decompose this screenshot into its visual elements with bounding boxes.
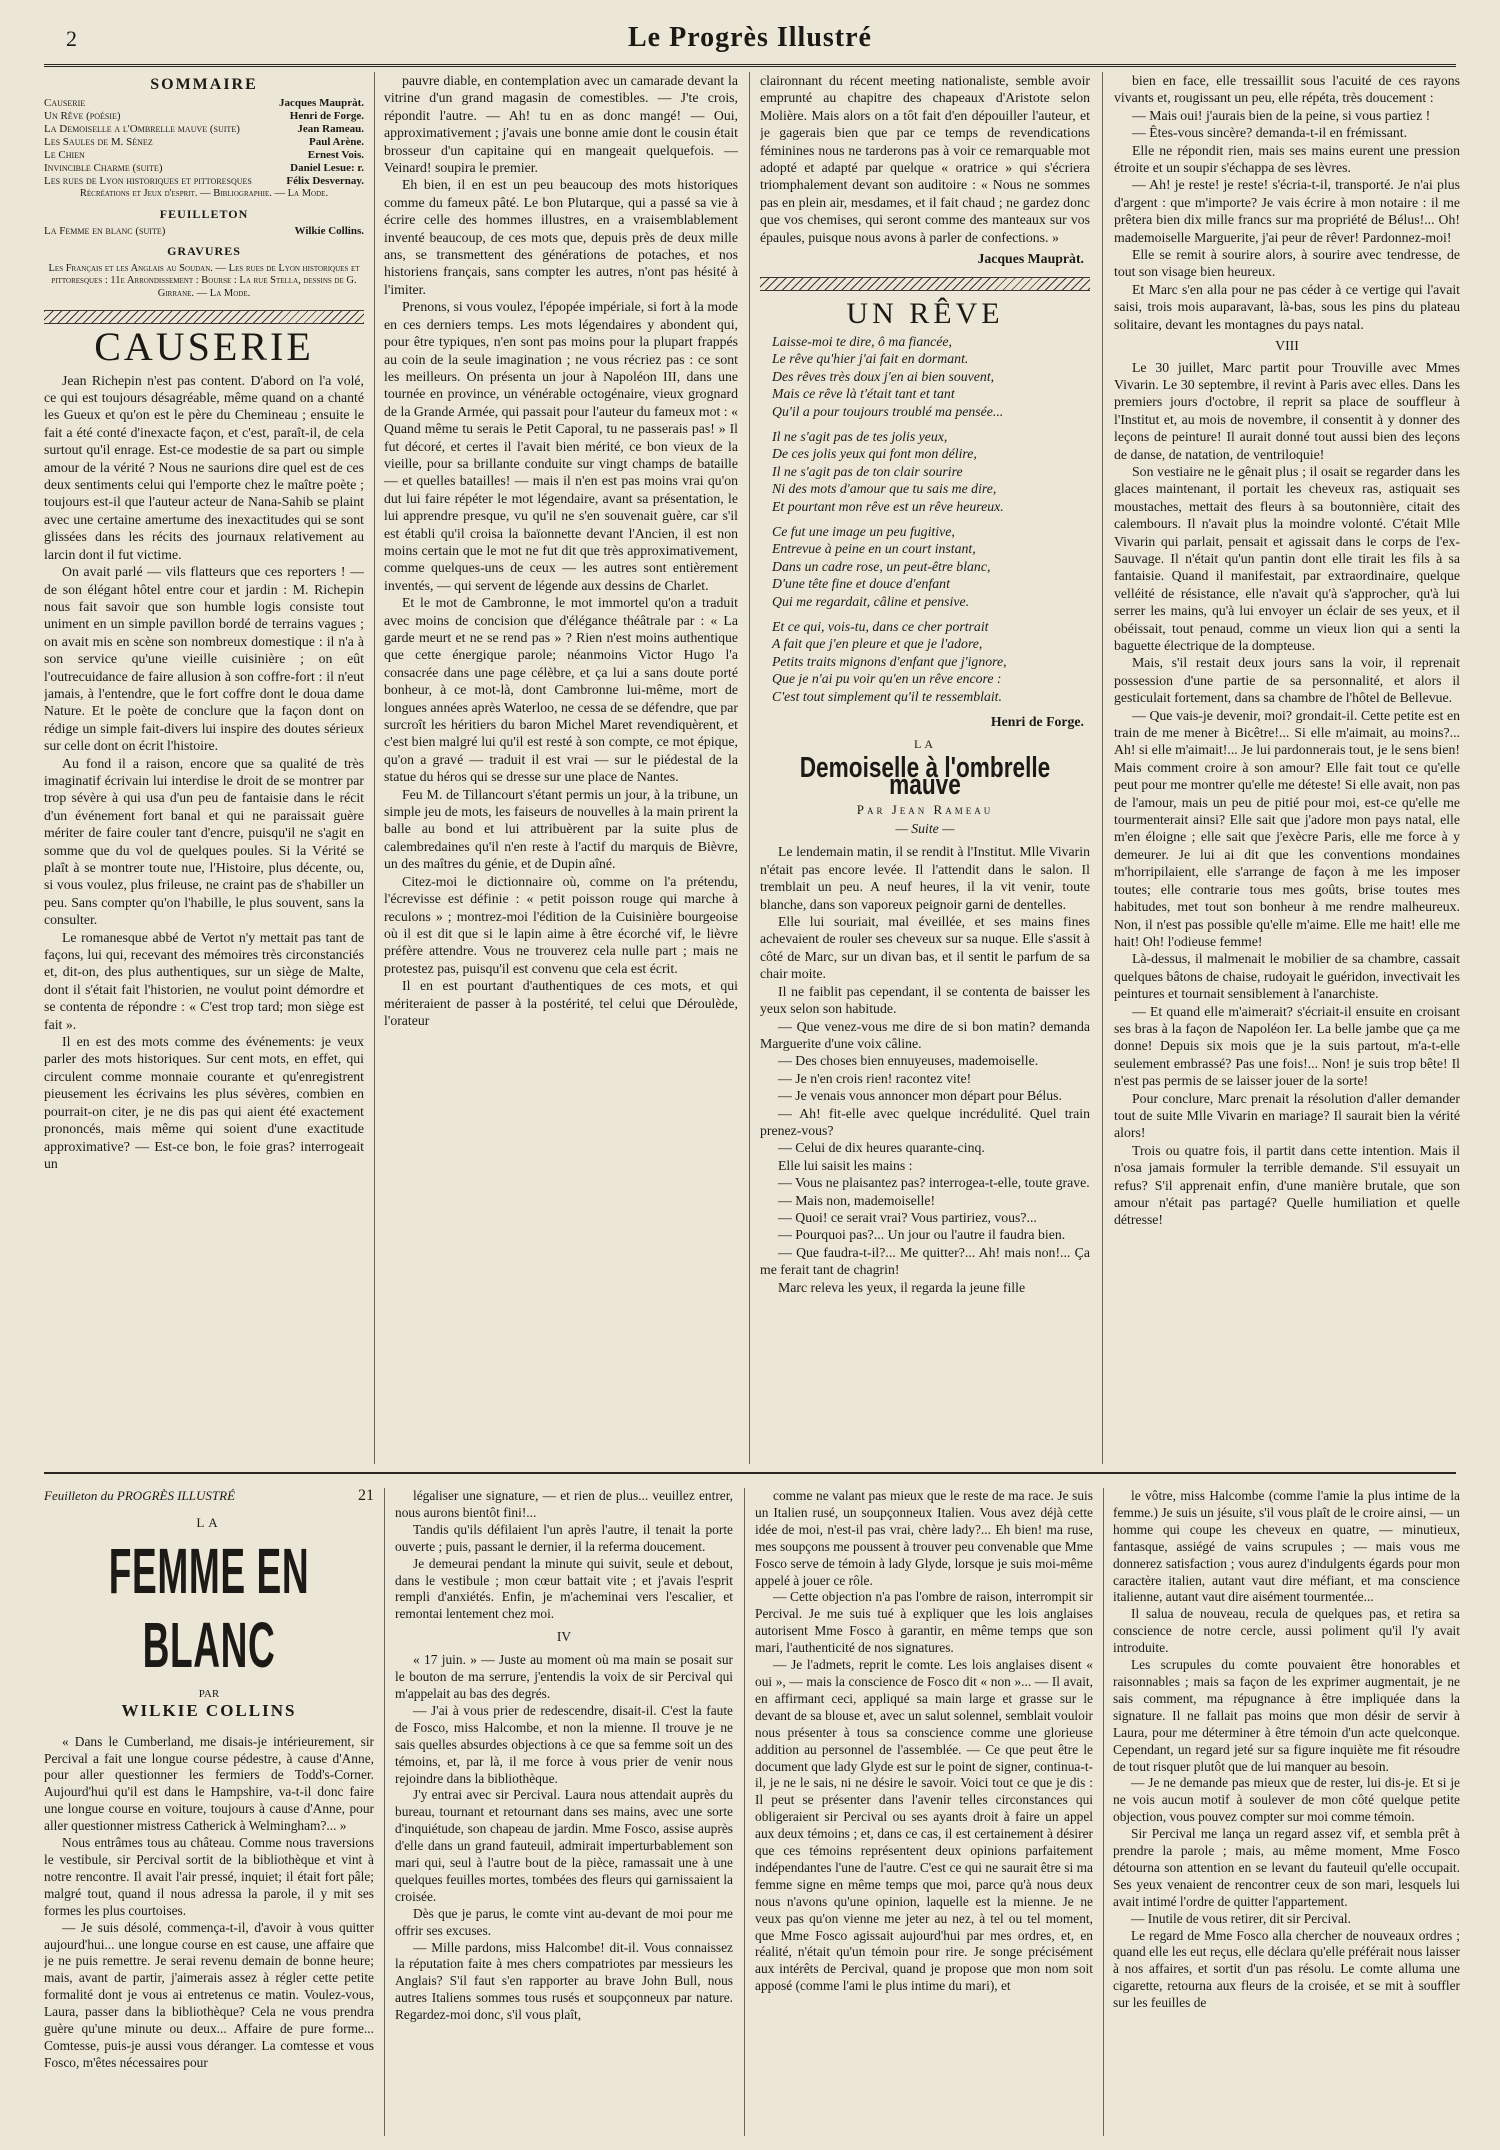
paragraph: — Je l'admets, reprit le comte. Les lois anglaises disent « oui », — mais la conscience de Fosco dit « non »... — Il avait, en affirmant ceci, appliqué sa main large et grasse sur le devant de sa blouse et, avec un salut solennel, semblait vouloir nous présenter à tous sa conscience comme une glorieuse addition au personnel de l'assemblée. — Ce que peut être le document que lady Glyde est sur le point de signer, continua-t-il, je ne le sais, ni ne désire le savoir. Voici tout ce que je dis : Il peut se présenter dans l'avenir telles circonstances qui obligeraient sir Percival ou ses ayants droit à faire un appel aux deux témoins ; et, dans ce cas, il est certainement à désirer que ces témoins représentent deux opinions parfaitement indépendantes l'une de l'autre. C'est ce qui ne saurait être si ma femme signe en même temps que moi, parce qu'à nous deux nous n'avons qu'une opinion, laquelle est la mienne. Je ne veux pas qu'on vienne me jeter au nez, à tel ou tel moment, que Mme Fosco agissait aujourd'hui par mes ordres, et, en réalité, n'était qu'un témoin pour rire. Je songe précisément aux intérêts de Percival, quand je propose que mon nom soit apposé (comme l'ami le plus intime du mari), et <box>755 1657 1093 1994</box>
paragraph: — Je ne demande pas mieux que de rester, lui dis-je. Et si je ne vois aucun motif à soulever de mon côté quelque petite objection, vous pouvez compter sur moi comme témoin. <box>1113 1775 1460 1825</box>
column-rule <box>374 72 375 1464</box>
causerie-col2-body <box>384 72 738 1029</box>
paragraph: — Que venez-vous me dire de si bon matin? demanda Marguerite d'une voix câline. <box>760 1018 1090 1051</box>
paragraph: — Pourquoi pas?... Un jour ou l'autre il faudra bien. <box>778 1227 1066 1243</box>
poem-line: Laisse-moi te dire, ô ma fiancée, <box>772 333 952 349</box>
poem-line: Qui me regardait, câline et pensive. <box>772 593 970 609</box>
poem-line: Dans un cadre rose, un peut-être blanc, <box>772 558 991 574</box>
sommaire-row <box>44 136 364 149</box>
paragraph: Prenons, si vous voulez, l'épopée impériale, si fort à la mode en ces derniers temps. Les mots légendaires y abondent qui, pour être typiques, n'en sont pas moins pour la plupart frappés au coin de la seule imagination ; ne vous récriez pas : ce sont les meilleurs. On présenta un jour à Napoléon III, dans une tournée en province, un vénérable octogénaire, vieux grognard de la Grande Armée, qui passait pour l'auteur du fameux mot : « Quand même tu serais le Petit Caporal, tu ne passerais pas! » Il fut décoré, et certes il l'avait bien mérité, ce bon vieux de la vieille, pour sa brillante conduite sur vingt champs de bataille — et quelles batailles! — mais il n'en est pas moins vrai qu'on dut lui faire répéter le mot légendaire, avant sa présentation, le lui apprendre presque, vu qu'il ne s'en souvenait guère, car s'il est établi qu'il croisa la baïonnette devant l'Ancien, il est non moins certain que le mot ne fut dit que très approximativement, comme quelques-uns de ceux — les autres sont entièrement inventés, — qui servent de légende aux dessins de Charlet. <box>384 299 738 593</box>
header-rule <box>44 64 1456 67</box>
feuilleton-entry-author: Wilkie Collins. <box>294 225 364 238</box>
paragraph: Le lendemain matin, il se rendit à l'Institut. Mlle Vivarin n'était pas encore levée. Il l'attendit dans le salon. Il tremblait un peu. A neuf heures, il la vit venir, toute blanche, dans son vaporeux peignoir garni de dentelles. <box>760 844 1090 912</box>
feuilleton-col4-body <box>1113 1488 1460 2012</box>
feuilleton-column-2 <box>395 1488 733 2136</box>
column-4 <box>1114 72 1460 1464</box>
paragraph: Mais, s'il restait deux jours sans la voir, il reprenait possession d'une partie de sa personnalité, et alors il gesticulait fortement, dans sa chambre de l'hôtel de Bellevue. <box>1114 655 1460 706</box>
feuilleton-par: PAR <box>198 1687 220 1700</box>
paragraph: — Êtes-vous sincère? demanda-t-il en frémissant. <box>1132 125 1408 141</box>
paragraph: — Cette objection n'a pas l'ombre de raison, interrompit sir Percival. Je me suis tué à expliquer que les lois anglaises autorisent Mme Fosco à garantir, en même temps que son mari, l'authenticité de nos signatures. <box>755 1589 1093 1656</box>
feuilleton-col2a-body <box>395 1488 733 1623</box>
paragraph: J'y entrai avec sir Percival. Laura nous attendait auprès du bureau, tournant et retournant dans ses mains, avec une sorte d'inquiétude, son chapeau de jardin. Mme Fosco, assise auprès d'elle dans un grand fauteuil, admirait imperturbablement son mari qui, seul à l'autre bout de la pièce, ramassait une à une quelques feuilles mortes, tombées des fleurs qui garnissaient la croisée. <box>395 1787 733 1904</box>
paragraph: On avait parlé — vils flatteurs que ces reporters ! — de son élégant hôtel entre cour et jardin : M. Richepin nous fait savoir que son humble logis consiste tout uniment en un simple pavillon bordé de terrains vagues ; on avait mis en scène son nombreux domestique : il n'a à son service qu'une vieille cuisinière ; on eût l'outrecuidance de faire allusion à son coffre-fort : il n'eut jamais, à l'entendre, que le fort coffre dont le doua dame Nature. Et le poète de conclure que la façon dont on rédige un simple fait-divers lui inspire des doutes sérieux sur celle dont on écrit l'histoire. <box>44 564 364 754</box>
sommaire-row <box>44 149 364 162</box>
column-rule <box>749 72 750 1464</box>
paragraph: — Que vais-je devenir, moi? grondait-il. Cette petite est en train de me mener à Bicêtre!... Si elle m'aimait, au moins?... Ah! si elle m'aimait!... Je lui pardonnerais tout, je le sens bien! Mais comment croire à son amour? Elle fait tout ce qu'elle peut pour me montrer qu'elle me déteste! Si elle avait, non pas de l'amour, mais un peu de pitié pour moi, est-ce qu'elle me tourmenterait ainsi? Elle sait que j'adore mon pays natal, elle m'en éloigne ; elle sait que j'exècre Paris, elle me force à y demeurer. Je lui ai dit que les conventions mondaines m'horripilaient, elle s'arrange de façon à me les imposer toutes; elle contrarie tous mes goûts, brise toutes mes habitudes, met tout son bonheur à me rendre malheureux. Non, il n'est pas possible qu'elle m'aime. Elle me hait! elle me hait! Oh! l'odieuse femme! <box>1114 707 1460 949</box>
paragraph: — Quoi! ce serait vrai? Vous partiriez, vous?... <box>778 1209 1037 1225</box>
paragraph: Trois ou quatre fois, il partit dans cette intention. Mais il n'osa jamais formuler la terrible demande. S'il essuyait un refus? S'il apprenait enfin, d'une manière brutale, que son amour n'était pas partagé? Quelle humiliation et quelle détresse! <box>1114 1142 1460 1228</box>
paragraph: Et Marc s'en alla pour ne pas céder à ce vertige qui l'avait saisi, trois mois auparavant, là-bas, sous les pins du plateau solitaire, devant les montagnes du pays natal. <box>1114 281 1460 332</box>
paragraph: Le 30 juillet, Marc partit pour Trouville avec Mmes Vivarin. Le 30 septembre, il revint à Paris avec elles. Dans les premiers jours d'octobre, il reprit sa place de souffleur à l'Institut et, au mois de novembre, il consentit à y donner des leçons de peinture! Il aurait donné tout aussi bien des leçons de danse, de natation, de ventriloquie! <box>1114 359 1460 462</box>
sommaire-row <box>44 123 364 136</box>
paragraph: Il en est pourtant d'authentiques de ces mots, et qui mériteraient de passer à la postérité, tel celui que Déroulède, l'orateur <box>384 978 738 1028</box>
paragraph: légaliser une signature, — et rien de plus... veuillez entrer, nous aurons bientôt fini!... <box>395 1488 733 1520</box>
column-3 <box>760 72 1090 1464</box>
sommaire-row-label: Les Saules de M. Sénez <box>44 136 153 149</box>
poem-stanza <box>772 428 1090 515</box>
paragraph: « Dans le Cumberland, me disais-je intérieurement, sir Percival a fait une longue course pédestre, à cause d'Anne, pour aller questionner les fermiers de Todd's-Corner. Aujourd'hui qu'il est dans le Hampshire, va-t-il donc faire une longue course en voiture, toujours à cause d'Anne, pour aller questionner mistress Catherick à Welmingham?... » <box>44 1733 374 1834</box>
demoiselle-title: Demoiselle à l'ombrelle mauve <box>799 751 1051 802</box>
sommaire-row <box>44 175 364 188</box>
poem-line: Le rêve qu'hier j'ai fait en dormant. <box>772 351 969 367</box>
sommaire-row-author: Daniel Lesue: r. <box>290 162 364 175</box>
sommaire-title: SOMMAIRE <box>150 76 258 93</box>
paragraph: Il ne faiblit pas cependant, il se contenta de baisser les yeux selon son habitude. <box>760 983 1090 1017</box>
feuilleton-col2b-body <box>395 1652 733 2024</box>
paragraph: Sir Percival me lança un regard assez vif, et sembla prêt à prendre la parole ; mais, au même moment, Mme Fosco détourna son attention en se levant du fauteuil qu'elle occupait. Ses yeux venaient de rencontrer ceux de son mari, lesquels lui avait intimé l'ordre de quitter l'appartement. <box>1113 1826 1460 1909</box>
sommaire-row-label: Un Rêve (poésie) <box>44 110 121 123</box>
paragraph: — Je n'en crois rien! racontez vite! <box>778 1070 972 1086</box>
causerie-signature: Jacques Maupràt. <box>977 251 1084 267</box>
column-rule <box>1102 72 1103 1464</box>
paragraph: le vôtre, miss Halcombe (comme l'amie la plus intime de la femme.) Je suis un jésuite, s'il vous plaît de le croire ainsi, — un homme qui coupe les cheveux en quatre, — minutieux, fantasque, assiégé de vains scrupules ; — mais vous me donnerez satisfaction ; vous aurez d'indulgents égards pour mon caractère italien, autant vaut dire méfiant, et ma conscience italienne, autant vaut dire aisément tourmentée... <box>1113 1488 1460 1605</box>
poem-line: Et pourtant mon rêve est un rêve heureux. <box>772 498 1004 514</box>
causerie-col1-body <box>44 372 364 1173</box>
paragraph: Eh bien, il en est un peu beaucoup des mots historiques comme du fameux pâté. Le bon Plutarque, qui a passé sa vie à écrire celle des hommes illustres, en a vraisemblablement inventé beaucoup, de ces mots que, depuis près de deux mille ans, se transmettent des générations de potaches, et nos historiens français, sans compter les autres, n'ont pas hésité à l'imiter. <box>384 177 738 297</box>
poem-line: Et ce qui, vois-tu, dans ce cher portrait <box>772 618 989 634</box>
column-1 <box>44 72 364 1464</box>
column-rule <box>384 1488 385 2136</box>
paragraph: — Celui de dix heures quarante-cinq. <box>778 1140 985 1156</box>
sommaire-extra: Récréations et Jeux d'esprit. — Bibliographie. — La Mode. <box>79 188 329 200</box>
poem-line: Il ne s'agit pas de ton clair sourire <box>772 463 963 479</box>
paragraph: Le romanesque abbé de Vertot n'y mettait pas tant de façons, lui qui, recevant des mémoires très circonstanciés et, dit-on, des plus authentiques, sur un siège de Malte, dont il s'était fait l'historien, ne voulut point démordre et se contenta de répondre : « C'est trop tard; mon siège est fait ». <box>44 929 364 1032</box>
sommaire-row <box>44 162 364 175</box>
paragraph: Marc releva les yeux, il regarda la jeune fille <box>778 1279 1026 1295</box>
paragraph: Elle se remit à sourire alors, à sourire avec tendresse, de tout son visage bien heureux. <box>1114 247 1460 280</box>
paragraph: Là-dessus, il malmenait le mobilier de sa chambre, cassait quelques bâtons de chaise, rudoyait le guéridon, invectivait les peintures et tournait sensiblement à l'anarchiste. <box>1114 951 1460 1002</box>
feuilleton-column-1 <box>44 1488 374 2136</box>
poem-stanza <box>772 618 1090 705</box>
sommaire-row-label: Invincible Charme (suite) <box>44 162 163 175</box>
paragraph: — Que faudra-t-il?... Me quitter?... Ah! mais non!... Ça me ferait tant de chagrin! <box>760 1244 1090 1278</box>
paragraph: Elle lui souriait, mal éveillée, et ses mains fines achevaient de rouler ses cheveux sur sa nuque. Elle s'assit à côté de Marc, sur un divan bas, et il sentit le parfum de sa chair moite. <box>760 914 1090 982</box>
causerie-col3-text: claironnant du récent meeting nationaliste, semble avoir emprunté au chapitre des chapeaux d'Aristote selon Molière. Mais alors on a tôt fait d'en dépouiller l'auteur, et je gagerais bien que par ce temps de revendications féminines nous ne tarderons pas à voir ce remarquable mot adopté et adapté par quelque « oratrice » qui s'écriera triomphalement devant son auditoire : « Nous ne sommes pas en plein air, mesdames, et il fait chaud ; ne gardez donc que vos chemises, qui seront comme des manteaux sur vos épaules, puisque nous avons à parler de confections. » <box>760 73 1090 245</box>
paragraph: Feu M. de Tillancourt s'étant permis un jour, à la tribune, un simple jeu de mots, les faiseurs de nouvelles à la main prirent la balle au bond et lui attribuèrent par la suite plus de calembredaines qu'il n'en reste à l'actif du marquis de Bièvre, un des maîtres du génie, et de Dupin aîné. <box>384 786 738 872</box>
gravures-heading: GRAVURES <box>167 244 241 259</box>
poem-line: Entrevue à peine en un court instant, <box>772 541 976 557</box>
paragraph: Tandis qu'ils défilaient l'un après l'autre, il tenait la porte ouverte ; puis, passant le dernier, il la referma doucement. <box>395 1521 733 1554</box>
poem-line: Ni des mots d'amour que tu sais me dire, <box>772 481 997 497</box>
paragraph: — Mille pardons, miss Halcombe! dit-il. Vous connaissez la réputation faite à mes chers compatriotes par messieurs les Anglais? S'il faut s'en rapporter au brave John Bull, nous autres Italiens sommes tous rusés et soupçonneux par nature. Regardez-moi donc, s'il vous plaît, <box>395 1939 733 2023</box>
feuilleton-heading: FEUILLETON <box>159 206 249 221</box>
paragraph: Il salua de nouveau, recula de quelques pas, et retira sa conscience de notre cercle, aussi poliment qu'il l'y avait introduite. <box>1113 1606 1460 1656</box>
poem-line: Ce fut une image un peu fugitive, <box>772 523 955 539</box>
paragraph: — Et quand elle m'aimerait? s'écriait-il ensuite en croisant ses bras à la façon de Napoléon Ier. La belle jambe que ça me donne! Depuis six mois que je la suis partout, m'a-t-elle seulement embrassé? Pas une fois!... Non! je suis trop bête! Il n'est pas permis de se laisser jouer de la sorte! <box>1114 1003 1460 1089</box>
poem-line: Que je n'ai pu voir qu'en un rêve encore : <box>772 671 1002 687</box>
sommaire-row <box>44 97 364 110</box>
reve-signature: Henri de Forge. <box>990 714 1084 729</box>
demoiselle-article: LA <box>914 737 936 752</box>
demoiselle-col4b-body <box>1114 359 1460 1229</box>
sommaire-list <box>44 97 364 188</box>
feuilleton-col1-body <box>44 1734 374 2072</box>
sommaire-row-label: Les rues de Lyon historiques et pittoresques <box>44 175 252 188</box>
feuilleton-col3-body <box>755 1488 1093 1995</box>
demoiselle-col3-body <box>760 843 1090 1296</box>
paragraph: — Ah! fit-elle avec quelque incrédulité. Quel train prenez-vous? <box>760 1105 1090 1138</box>
poem-line: Il ne s'agit pas de tes jolis yeux, <box>772 428 948 444</box>
sommaire-row-label: Causerie <box>44 97 86 110</box>
paragraph: Elle lui saisit les mains : <box>778 1157 913 1173</box>
poem-stanza <box>772 333 1090 420</box>
poem-line: A fait que j'en pleure et que je l'adore, <box>772 636 983 652</box>
sommaire-row-author: Henri de Forge. <box>289 110 364 123</box>
ornament-divider <box>44 310 364 324</box>
demoiselle-suite: — Suite — <box>895 821 955 837</box>
sommaire-row-author: Paul Arène. <box>309 136 364 149</box>
feuilleton-entry <box>44 225 364 238</box>
sommaire-row-author: Jean Rameau. <box>297 123 364 136</box>
poem-line: Des rêves très doux j'en ai bien souvent, <box>772 368 995 384</box>
paragraph: — Mais oui! j'aurais bien de la peine, si vous partiez ! <box>1132 107 1431 123</box>
paragraph: Et le mot de Cambronne, le mot immortel qu'on a traduit avec moins de concision que d'élégance théâtrale par : « La garde meurt et ne se rend pas » ? Rien n'est moins authentique que cette énergique parole; néanmoins Victor Hugo l'a consacrée dans une page célèbre, et ça lui a sans doute porté bonheur, à ce mot-là, dont Cambronne lui-même, mort de longues années après Waterloo, ne cessa de se défendre, que par surcroît les héritiers du baron Michel Maret revendiquèrent, et c'est bien malgré lui qu'il est resté à son compte, ce mot épique, qu'on a gravé — traduit il est vrai — sur le piédestal de la statue du héros qui se dresse sur une place de Nantes. <box>384 595 738 785</box>
paragraph: — J'ai à vous prier de redescendre, disait-il. C'est la faute de Fosco, miss Halcombe, et non la mienne. Il trouve je ne sais quelles absurdes objections à ce que sa femme soit un des témoins, et, par là, il me force à vous prier de venir nous rejoindre dans la bibliothèque. <box>395 1702 733 1786</box>
masthead-title: Le Progrès Illustré <box>628 22 872 53</box>
feuilleton-rule <box>44 1472 1456 1474</box>
feuilleton-section: IV <box>556 1629 572 1645</box>
paragraph: Elle ne répondit rien, mais ses mains eurent une pression étroite et un soupir s'échappa de ses lèvres. <box>1114 142 1460 176</box>
poem-line: Mais ce rêve là t'était tant et tant <box>772 386 955 402</box>
feuilleton-number: 21 <box>358 1488 374 1504</box>
page-number: 2 <box>66 26 77 51</box>
reve-title: UN RÊVE <box>846 297 1004 331</box>
poem-line: D'une tête fine et douce d'enfant <box>772 576 950 592</box>
paragraph: — Je suis désolé, commença-t-il, d'avoir à vous quitter aujourd'hui... une longue course en est cause, une affaire que je ne puis remettre. Je serai revenu demain de bonne heure; mais, avant de partir, j'aimerais assez à régler cette petite formalité dont je vous ai entretenus ce matin. Voulez-vous, Laura, passer dans la bibliothèque? Cela ne vous prendra guère qu'une minute ou deux... Affaire de pure forme... Comtesse, puis-je aussi vous déranger. La comtesse et vous Fosco, m'êtes nécessaires pour <box>44 1919 374 2070</box>
poem-line: Qu'il a pour toujours troublé ma pensée... <box>772 403 1004 419</box>
paragraph: Jean Richepin n'est pas content. D'abord on l'a volé, ce qui est toujours désagréable, même quand on a chanté les Gueux et qu'on est le père du Chemineau ; ensuite le fait a été conté d'inexacte façon, et c'est, paraît-il, de cela surtout qu'il enrage. Est-ce modestie de sa part ou simple amour de la vérité ? Nous ne saurions dire quel est de ces deux sentiments celui qui l'emporte chez le maître poète ; toujours est-il que l'auteur acteur de Nana-Sahib se plaint avec une certaine amertume des inexactitudes qui se sont glissées dans les récits des journaux relativement au larcin dont il fut victime. <box>44 372 364 562</box>
poem-line: De ces jolis yeux qui font mon délire, <box>772 446 977 462</box>
sommaire-row <box>44 110 364 123</box>
paragraph: Au fond il a raison, encore que sa qualité de très imaginatif écrivain lui interdise le droit de se montrer par trop sévère à qui usa d'un peu de fantaisie dans le récit d'un événement fort banal et qui ne paraissait guère mériter de faire couler tant d'encre, puisqu'il ne s'agit en somme que du vol de quelques poules. Si la Vérité se plaît à se montrer toute nue, l'Histoire, plus décente, ou, si vous voulez, plus frileuse, ne craint pas de s'habiller un peu. Sans compter qu'on l'habille, le plus souvent, sans la consulter. <box>44 755 364 928</box>
paragraph: Je demeurai pendant la minute qui suivit, seule et debout, dans le vestibule ; mon cœur battait vite ; et j'avais l'esprit rempli d'anxiétés. Enfin, je m'acheminai vers l'escalier, et remontai lentement chez moi. <box>395 1555 733 1622</box>
feuilleton-column-3 <box>755 1488 1093 2136</box>
reve-poem <box>760 333 1090 705</box>
paragraph: Les scrupules du comte pouvaient être honorables et raisonnables ; mais sa façon de les exprimer augmentait, je ne sais comment, ma répugnance à être impliquée dans la signature. Il ne fallait pas moins que mon désir de servir à Laura, pour me déterminer à être témoin d'un acte quelconque. Cependant, un regard jeté sur sa figure inquiète me fit résoudre de tout risquer plutôt que de lui manquer au besoin. <box>1113 1657 1460 1774</box>
causerie-title: CAUSERIE <box>94 324 314 370</box>
feuilleton-title: FEMME EN BLANC <box>108 1534 310 1681</box>
sommaire-row-author: Jacques Maupràt. <box>279 97 364 110</box>
feuilleton-label: Feuilleton du PROGRÈS ILLUSTRÉ <box>44 1488 236 1503</box>
paragraph: — Vous ne plaisantez pas? interrogea-t-elle, toute grave. <box>778 1175 1090 1191</box>
sommaire-row-label: Le Chien <box>44 149 85 162</box>
paragraph: Il en est des mots comme des événements: je veux parler des mots historiques. Sur cent mots, en effet, qui circulent comme monnaie courante et qu'enregistrent pieusement les écrivains les plus sévères, combien en pourrait-on citer, je ne dis pas qui aient été exactement prononcés, mais même qui soient d'une exactitude approximative? — Est-ce bon, le foie gras? interrogeait un <box>44 1034 364 1171</box>
paragraph: Pour conclure, Marc prenait la résolution d'aller demander tout de suite Mlle Vivarin en mariage? Il saurait bien la vérité alors! <box>1114 1090 1460 1141</box>
sommaire-row-label: La Demoiselle a l'Ombrelle mauve (suite) <box>44 123 240 136</box>
paragraph: — Inutile de vous retirer, dit sir Percival. <box>1131 1910 1351 1926</box>
feuilleton-entry-label: La Femme en blanc (suite) <box>44 225 166 238</box>
paragraph: — Je venais vous annoncer mon départ pour Bélus. <box>778 1088 1062 1104</box>
sommaire-row-author: Félix Desvernay. <box>286 175 364 188</box>
demoiselle-byline: Par Jean Rameau <box>856 801 994 817</box>
column-2 <box>384 72 738 1464</box>
poem-stanza <box>772 523 1090 610</box>
paragraph: « 17 juin. » — Juste au moment où ma main se posait sur le bouton de ma serrure, j'entendis la voix de sir Percival qui m'appelait au bas des degrés. <box>395 1652 733 1701</box>
paragraph: bien en face, elle tressaillit sous l'acuité de ces rayons vivants et, rougissant un peu, elle répéta, très doucement : <box>1114 73 1460 106</box>
feuilleton-column-4 <box>1113 1488 1460 2136</box>
ornament-divider <box>760 277 1090 291</box>
feuilleton-article: LA <box>196 1514 222 1530</box>
poem-line: C'est tout simplement qu'il te ressemblait. <box>772 688 1002 704</box>
sommaire-row-author: Ernest Vois. <box>307 149 364 162</box>
paragraph: Son vestiaire ne le gênait plus ; il osait se regarder dans les glaces maintenant, il portait les cheveux ras, astiquait ses moustaches, mettait des fleurs à sa boutonnière, citait des calembours. Il n'avait plus la moindre volonté. C'était Mlle Vivarin qui parlait, pensait et agissait dans le corps de l'ex-Sauvage. Il n'était qu'un pantin dont elle tirait les fils à sa fantaisie. Quand il manifestait, par extraordinaire, quelque velléité de résistance, elle n'avait qu'à s'approcher, qu'à lui serrer les mains, qu'à lui envoyer un éclair de ses yeux, et il obéissait, tout penaud, comme un vieux lion qui a senti la baguette électrique de la dompteuse. <box>1114 463 1460 653</box>
column-rule <box>1103 1488 1104 2136</box>
paragraph: pauvre diable, en contemplation avec un camarade devant la vitrine d'un grand magasin de comestibles. — J'te crois, répondit l'autre. — Ah! tu en as donc mangé! — Oui, approximativement ; j'avais une bonne amie dont le cousin était brosseur d'un capitaine qui en mangeait quelquefois. — Veinard! soupira le premier. <box>384 73 738 176</box>
gravures-text: Les Français et les Anglais au Soudan. — Les rues de Lyon historiques et pittoresques : 11e Arrondissement : Bourse : La rue Stella, dessins de G. Girrane. — La Mode. <box>48 262 360 299</box>
demoiselle-col4a-body <box>1114 72 1460 333</box>
paragraph: Dès que je parus, le comte vint au-devant de moi pour me offrir ses excuses. <box>395 1905 733 1938</box>
feuilleton-header <box>44 1488 374 1505</box>
section-number: VIII <box>1275 338 1299 354</box>
paragraph: Le regard de Mme Fosco alla chercher de nouveaux ordres ; quand elle les eut reçus, elle déclara qu'elle préférait nous laisser à nos affaires, et sortit d'un pas résolu. Le comte alluma une cigarette, retourna aux fleurs de la croisée, et se mit à souffler sur les feuilles de <box>1113 1927 1460 2011</box>
poem-line: Petits traits mignons d'enfant que j'ignore, <box>772 653 1007 669</box>
paragraph: — Ah! je reste! je reste! s'écria-t-il, transporté. Je n'ai plus d'argent : que m'importe? Je vais écrire à mon notaire : il me prêtera bien dix mille francs sur ma propriété de Bélus!... Oh! mademoiselle Marguerite, j'ai peur de rêver! Pardonnez-moi! <box>1114 177 1460 245</box>
paragraph: comme ne valant pas mieux que le reste de ma race. Je suis un Italien rusé, un soupçonneux Italien. Vous avez déjà cette idée de moi, n'est-il pas vrai, chère lady?... Eh bien! ma ruse, mes soupçons me poussent à trouver peu convenable que Mme Fosco serve de témoin à lady Glyde, lorsque je suis moi-même appelé à jouer ce rôle. <box>755 1488 1093 1588</box>
column-rule <box>744 1488 745 2136</box>
paragraph: — Des choses bien ennuyeuses, mademoiselle. <box>778 1053 1039 1069</box>
paragraph: — Mais non, mademoiselle! <box>778 1192 936 1208</box>
paragraph: Nous entrâmes tous au château. Comme nous traversions le vestibule, sir Percival sortit de la bibliothèque et vint à notre rencontre. Il avait l'air pressé, inquiet; il était fort pâle; malgré tout, quand il nous adressa la parole, il y mit ses formes les plus courtoises. <box>44 1835 374 1918</box>
feuilleton-author: WILKIE COLLINS <box>121 1700 297 1720</box>
paragraph: Citez-moi le dictionnaire où, comme on l'a prétendu, l'écrevisse est définie : « petit poisson rouge qui marche à reculons » ; montrez-moi l'édition de la Cuisinière bourgeoise où il est dit que si le lapin aime à être écorché vif, le lièvre préfère attendre. Vous ne trouverez cela nulle part ; mais ne protestez pas, puisqu'il est convenu que cela est écrit. <box>384 873 738 976</box>
